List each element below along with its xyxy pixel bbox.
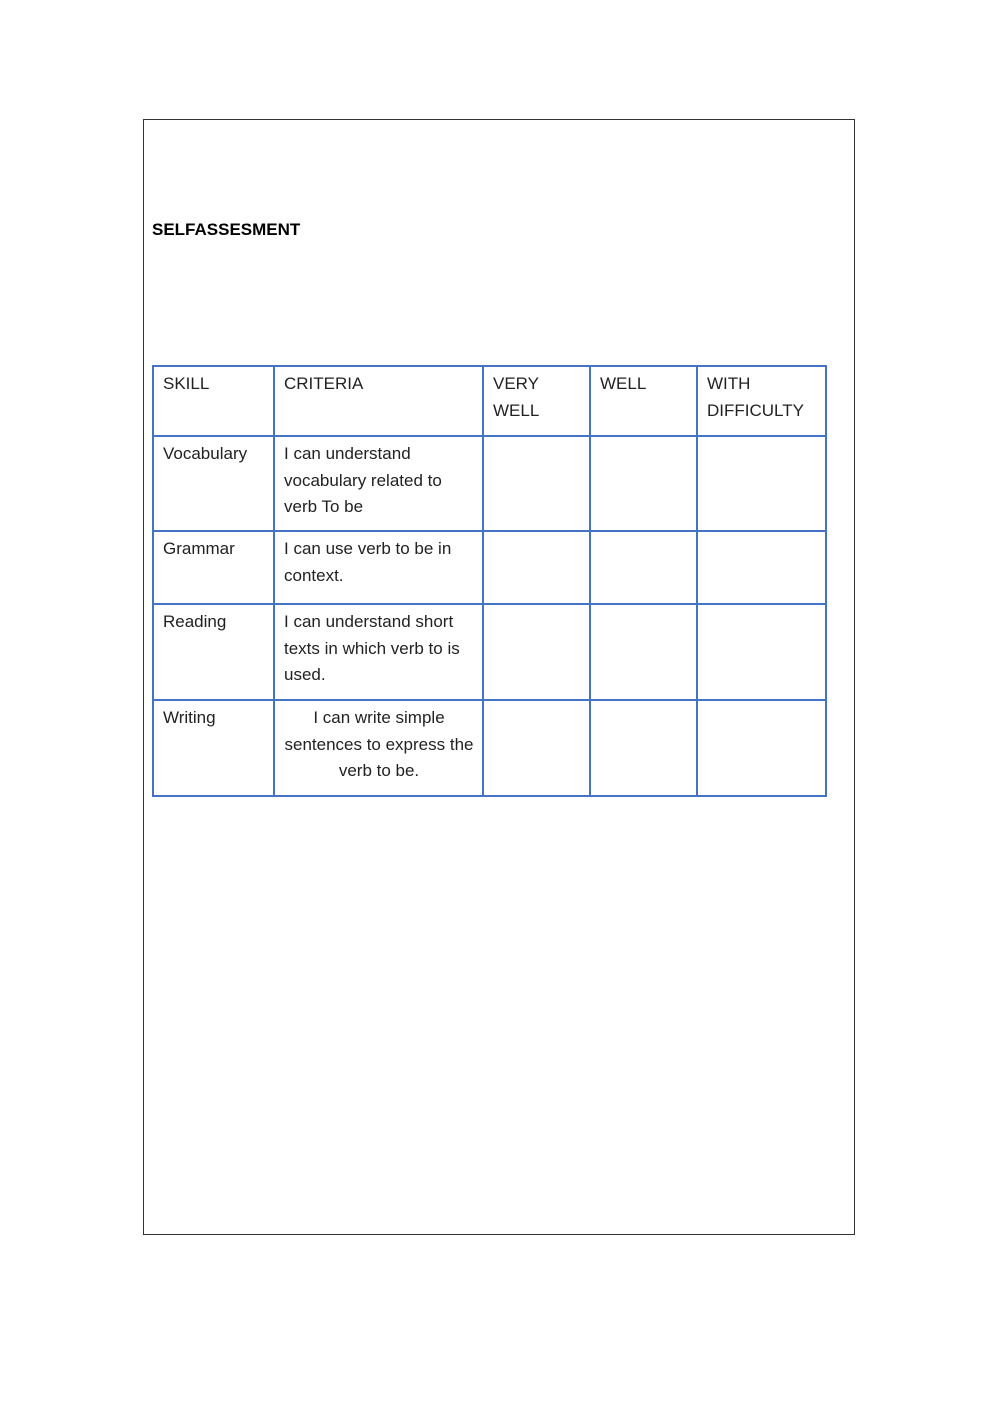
with-difficulty-cell[interactable] bbox=[697, 436, 826, 531]
with-difficulty-cell[interactable] bbox=[697, 700, 826, 796]
well-cell[interactable] bbox=[590, 700, 697, 796]
header-criteria: CRITERIA bbox=[274, 366, 483, 436]
with-difficulty-cell[interactable] bbox=[697, 531, 826, 604]
criteria-cell: I can understand vocabulary related to verb To be bbox=[274, 436, 483, 531]
well-cell[interactable] bbox=[590, 531, 697, 604]
criteria-cell: I can understand short texts in which verb to is used. bbox=[274, 604, 483, 700]
skill-cell: Writing bbox=[153, 700, 274, 796]
criteria-cell: I can use verb to be in context. bbox=[274, 531, 483, 604]
self-assessment-table bbox=[152, 365, 827, 797]
header-with-difficulty: WITH DIFFICULTY bbox=[697, 366, 826, 436]
header-well: WELL bbox=[590, 366, 697, 436]
well-cell[interactable] bbox=[590, 436, 697, 531]
criteria-cell: I can write simple sentences to express the verb to be. bbox=[274, 700, 483, 796]
well-cell[interactable] bbox=[590, 604, 697, 700]
skill-cell: Grammar bbox=[153, 531, 274, 604]
table-row bbox=[153, 604, 826, 700]
table-row bbox=[153, 436, 826, 531]
very-well-cell[interactable] bbox=[483, 604, 590, 700]
very-well-cell[interactable] bbox=[483, 531, 590, 604]
table-header-row bbox=[153, 366, 826, 436]
header-very-well: VERY WELL bbox=[483, 366, 590, 436]
table-row bbox=[153, 700, 826, 796]
very-well-cell[interactable] bbox=[483, 436, 590, 531]
page-title: SELFASSESMENT bbox=[152, 220, 301, 239]
very-well-cell[interactable] bbox=[483, 700, 590, 796]
header-skill: SKILL bbox=[153, 366, 274, 436]
table-row bbox=[153, 531, 826, 604]
skill-cell: Vocabulary bbox=[153, 436, 274, 531]
with-difficulty-cell[interactable] bbox=[697, 604, 826, 700]
skill-cell: Reading bbox=[153, 604, 274, 700]
